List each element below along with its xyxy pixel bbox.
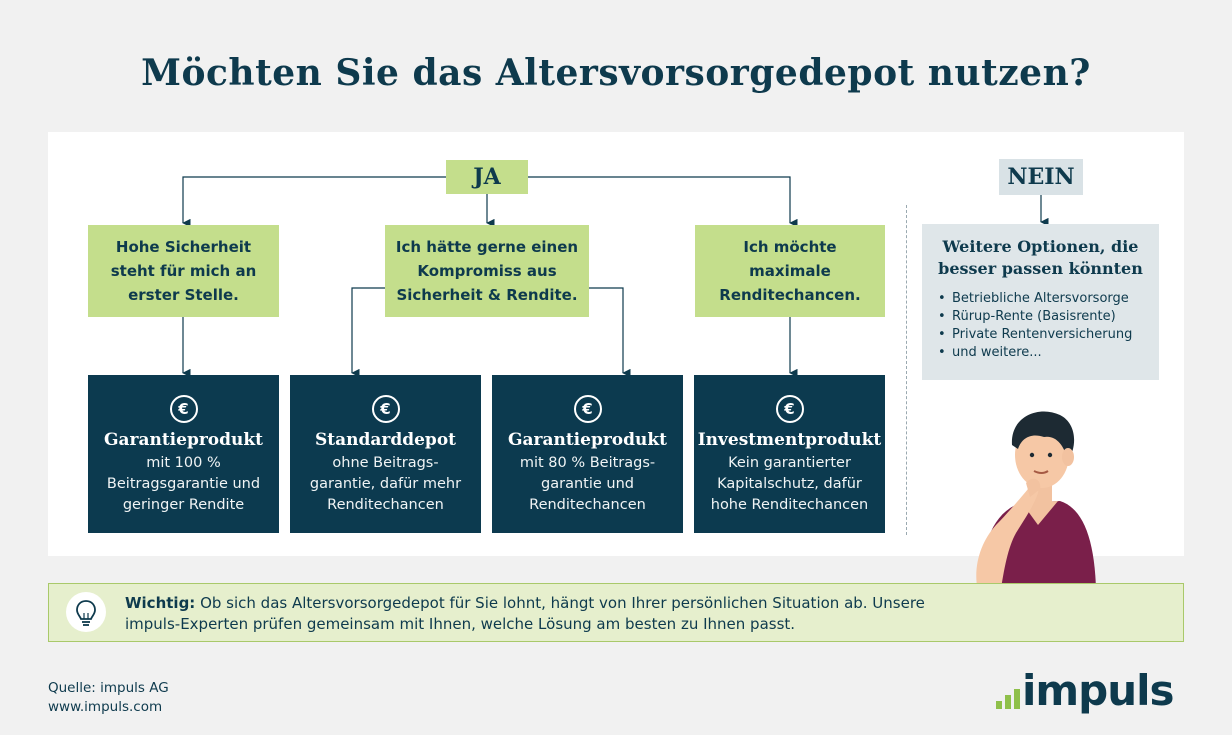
euro-icon: € xyxy=(574,395,602,423)
question-compromise: Ich hätte gerne einen Kompromiss aus Sicherheit & Rendite. xyxy=(385,225,589,317)
euro-icon: € xyxy=(372,395,400,423)
product-card-guarantee-80 xyxy=(492,375,683,533)
logo-wordmark: impuls xyxy=(1022,666,1174,715)
dashed-divider xyxy=(906,205,907,535)
page-title: Möchten Sie das Altersvorsorgedepot nutzen? xyxy=(141,52,1091,94)
euro-icon: € xyxy=(170,395,198,423)
question-max-return: Ich möchte maximale Renditechancen. xyxy=(695,225,885,317)
info-text xyxy=(125,593,955,635)
impuls-logo xyxy=(996,667,1186,719)
nein-label: NEIN xyxy=(999,159,1083,195)
question-security: Hohe Sicherheit steht für mich an erster Stelle. xyxy=(88,225,279,317)
list-item: • Betriebliche Altersvorsorge xyxy=(952,290,1145,308)
list-item: • Private Rentenversicherung xyxy=(952,326,1145,344)
product-description: mit 80 % Beitrags- garantie und Renditechancen xyxy=(519,455,656,513)
product-description: ohne Beitrags- garantie, dafür mehr Renditechancen xyxy=(309,455,462,513)
product-description: Kein garantierter Kapitalschutz, dafür hohe Renditechancen xyxy=(710,455,869,513)
product-card-standard xyxy=(290,375,481,533)
product-title: Garantieprodukt xyxy=(507,430,668,450)
options-list xyxy=(936,290,1145,362)
euro-icon: € xyxy=(776,395,804,423)
options-title: Weitere Optionen, die besser passen könnten xyxy=(938,237,1143,278)
source-note xyxy=(48,679,169,717)
lightbulb-icon xyxy=(66,592,106,632)
list-item: • Rürup-Rente (Basisrente) xyxy=(952,308,1145,326)
other-options-box xyxy=(922,224,1159,380)
product-title: Investmentprodukt xyxy=(697,430,882,450)
product-title: Standarddepot xyxy=(314,430,457,450)
product-title: Garantieprodukt xyxy=(103,430,264,450)
product-card-guarantee-100 xyxy=(88,375,279,533)
ja-label: JA xyxy=(446,160,528,194)
info-body: Ob sich das Altersvorsorgedepot für Sie lohnt, hängt von Ihrer persönlichen Situation ab. Unsere impuls-Experten prüfen gemeinsam mit Ihnen, welche Lösung am besten zu Ihnen passt. xyxy=(125,594,925,633)
source-line: Quelle: impuls AG xyxy=(48,680,169,696)
product-card-investment xyxy=(694,375,885,533)
info-banner xyxy=(48,583,1184,642)
info-label: Wichtig: xyxy=(125,594,196,612)
list-item: • und weitere... xyxy=(952,344,1145,362)
source-url: www.impuls.com xyxy=(48,699,163,715)
product-description: mit 100 % Beitragsgarantie und geringer Rendite xyxy=(106,455,261,513)
